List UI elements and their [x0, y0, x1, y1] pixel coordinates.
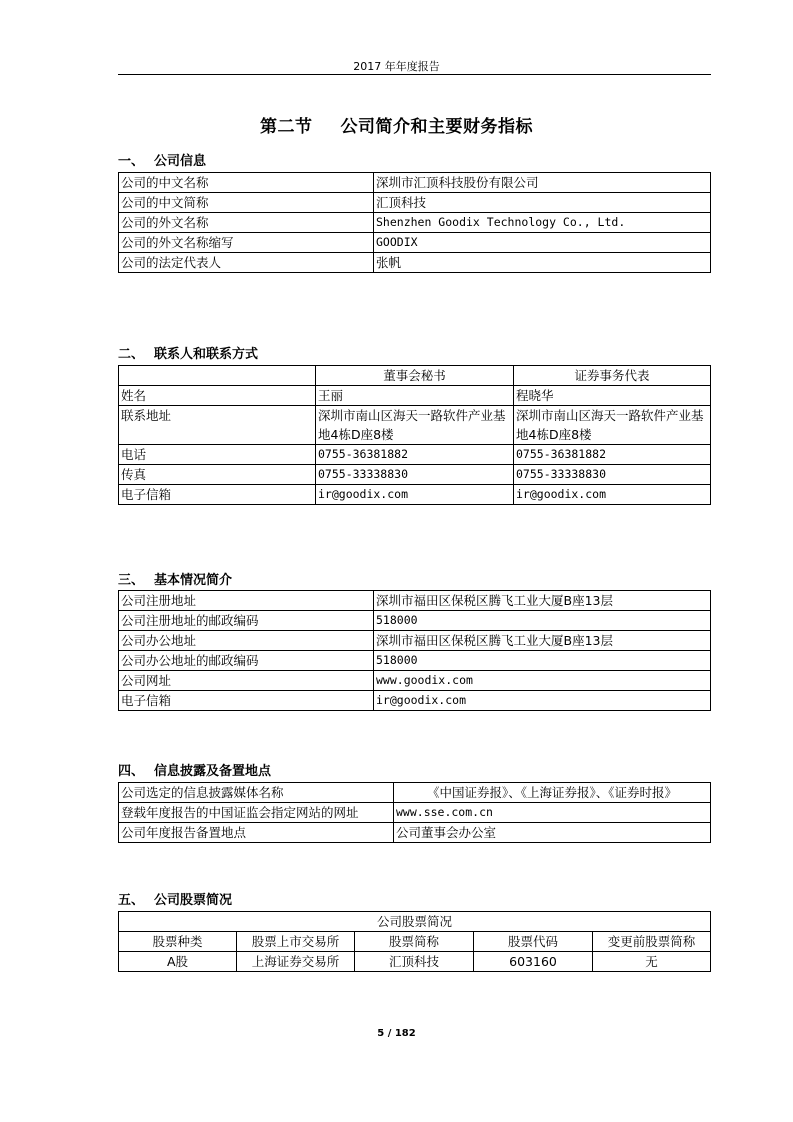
- table-row: [119, 952, 711, 972]
- label-cell: 登载年度报告的中国证监会指定网站的网址: [119, 803, 394, 823]
- label-cell: 电子信箱: [119, 485, 316, 505]
- subsection-number: 二、: [118, 347, 145, 362]
- column-header: 股票上市交易所: [237, 932, 355, 952]
- table-title: 公司股票简况: [119, 912, 711, 932]
- subsection-label: 联系人和联系方式: [154, 347, 259, 362]
- value-cell: 汇顶科技: [374, 193, 711, 213]
- subsection-contact-title: [118, 343, 258, 362]
- subsection-company-info-title: [118, 150, 206, 169]
- value-cell: 深圳市南山区海天一路软件产业基地4栋D座8楼: [514, 406, 711, 445]
- email-link[interactable]: ir@goodix.com: [316, 485, 514, 505]
- table-title-row: [119, 912, 711, 932]
- table-row: [119, 386, 711, 406]
- label-cell: 公司办公地址: [119, 631, 374, 651]
- email-link[interactable]: ir@goodix.com: [374, 691, 711, 711]
- table-row: [119, 631, 711, 651]
- table-row: [119, 173, 711, 193]
- value-cell: 518000: [374, 651, 711, 671]
- label-cell: 公司注册地址的邮政编码: [119, 611, 374, 631]
- column-header: 变更前股票简称: [593, 932, 711, 952]
- label-cell: 公司的法定代表人: [119, 253, 374, 273]
- subsection-number: 四、: [118, 764, 145, 779]
- value-cell: 上海证券交易所: [237, 952, 355, 972]
- value-cell: 王丽: [316, 386, 514, 406]
- value-cell: 公司董事会办公室: [394, 823, 711, 843]
- label-cell: 传真: [119, 465, 316, 485]
- label-cell: 电子信箱: [119, 691, 374, 711]
- page-number: 5 / 182: [377, 1028, 416, 1039]
- table-header-row: [119, 366, 711, 386]
- subsection-number: 一、: [118, 154, 145, 169]
- label-cell: 公司的外文名称缩写: [119, 233, 374, 253]
- table-row: [119, 406, 711, 445]
- value-cell: 0755-33338830: [316, 465, 514, 485]
- label-cell: 公司的中文名称: [119, 173, 374, 193]
- report-header-title: 2017 年年度报告: [353, 60, 440, 73]
- value-cell: 518000: [374, 611, 711, 631]
- value-cell: 0755-36381882: [514, 445, 711, 465]
- subsection-label: 公司股票简况: [154, 893, 233, 908]
- website-link[interactable]: www.sse.com.cn: [394, 803, 711, 823]
- table-row: [119, 445, 711, 465]
- basic-info-table: [118, 590, 711, 711]
- value-cell: 无: [593, 952, 711, 972]
- value-cell: 0755-33338830: [514, 465, 711, 485]
- table-row: [119, 783, 711, 803]
- table-row: [119, 253, 711, 273]
- contact-table: [118, 365, 711, 505]
- subsection-disclosure-title: [118, 760, 271, 779]
- header-rule: [118, 74, 711, 75]
- disclosure-table: [118, 782, 711, 843]
- value-cell: 张帆: [374, 253, 711, 273]
- label-cell: 姓名: [119, 386, 316, 406]
- subsection-number: 三、: [118, 573, 145, 588]
- table-row: [119, 213, 711, 233]
- table-row: [119, 233, 711, 253]
- value-cell: 深圳市福田区保税区腾飞工业大厦B座13层: [374, 631, 711, 651]
- table-row: [119, 823, 711, 843]
- label-cell: 联系地址: [119, 406, 316, 445]
- label-cell: 公司网址: [119, 671, 374, 691]
- subsection-number: 五、: [118, 893, 145, 908]
- value-cell: A股: [119, 952, 237, 972]
- value-cell: GOODIX: [374, 233, 711, 253]
- value-cell: 汇顶科技: [355, 952, 474, 972]
- column-header: 股票代码: [474, 932, 593, 952]
- email-link[interactable]: ir@goodix.com: [514, 485, 711, 505]
- table-row: [119, 611, 711, 631]
- table-row: [119, 803, 711, 823]
- column-header: 股票简称: [355, 932, 474, 952]
- subsection-stock-title: [118, 889, 232, 908]
- section-label: 第二节: [260, 117, 313, 137]
- table-row: [119, 591, 711, 611]
- section-heading: 公司简介和主要财务指标: [340, 117, 533, 137]
- column-header: 董事会秘书: [316, 366, 514, 386]
- value-cell: 程晓华: [514, 386, 711, 406]
- website-link[interactable]: www.goodix.com: [374, 671, 711, 691]
- label-cell: 公司的外文名称: [119, 213, 374, 233]
- label-cell: 公司年度报告备置地点: [119, 823, 394, 843]
- label-cell: 公司注册地址: [119, 591, 374, 611]
- column-header: 股票种类: [119, 932, 237, 952]
- table-row: [119, 691, 711, 711]
- value-cell: 0755-36381882: [316, 445, 514, 465]
- table-row: [119, 193, 711, 213]
- column-header: 证券事务代表: [514, 366, 711, 386]
- subsection-basic-info-title: [118, 569, 232, 588]
- value-cell: 《中国证券报》、《上海证券报》、《证券时报》: [394, 783, 711, 803]
- label-cell: 电话: [119, 445, 316, 465]
- subsection-label: 信息披露及备置地点: [154, 764, 272, 779]
- label-cell: 公司办公地址的邮政编码: [119, 651, 374, 671]
- table-header-row: [119, 932, 711, 952]
- label-cell: 公司选定的信息披露媒体名称: [119, 783, 394, 803]
- label-cell: 公司的中文简称: [119, 193, 374, 213]
- stock-table: [118, 911, 711, 972]
- value-cell: 深圳市南山区海天一路软件产业基地4栋D座8楼: [316, 406, 514, 445]
- subsection-label: 公司信息: [154, 154, 207, 169]
- company-info-table: [118, 172, 711, 273]
- value-cell: 深圳市汇顶科技股份有限公司: [374, 173, 711, 193]
- table-row: [119, 651, 711, 671]
- subsection-label: 基本情况简介: [154, 573, 233, 588]
- value-cell: 603160: [474, 952, 593, 972]
- value-cell: 深圳市福田区保税区腾飞工业大厦B座13层: [374, 591, 711, 611]
- table-row: [119, 465, 711, 485]
- value-cell: Shenzhen Goodix Technology Co., Ltd.: [374, 213, 711, 233]
- table-row: [119, 671, 711, 691]
- table-row: [119, 485, 711, 505]
- section-title: [0, 112, 793, 137]
